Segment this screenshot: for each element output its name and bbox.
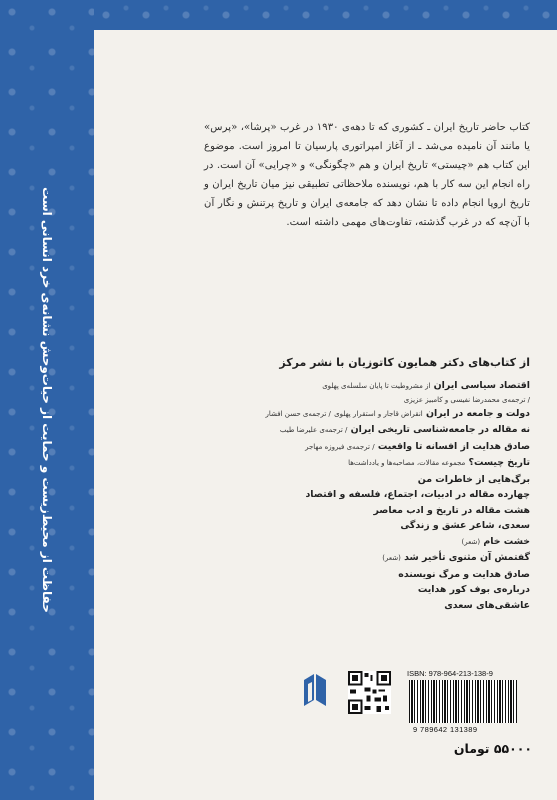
book-item bbox=[232, 455, 530, 472]
book-item bbox=[232, 518, 530, 534]
qr-code bbox=[348, 671, 391, 714]
book-note: (شعر) bbox=[461, 537, 481, 546]
book-item bbox=[232, 439, 530, 456]
book-note: / ترجمه‌ی فیروزه مهاجر bbox=[305, 442, 375, 451]
book-note: (شعر) bbox=[382, 554, 401, 562]
blue-spine-band bbox=[0, 0, 94, 800]
book-item bbox=[232, 567, 530, 583]
book-note: / ترجمه‌ی علیرضا طیب bbox=[279, 426, 348, 434]
book-title: خشت خام bbox=[483, 535, 530, 547]
book-translator: / ترجمه‌ی حسن افشار bbox=[265, 409, 331, 418]
barcode-number: 9 789642 131389 bbox=[413, 725, 478, 734]
book-item bbox=[232, 503, 530, 519]
book-note: انقراض قاجار و استقرار پهلوی bbox=[334, 409, 423, 418]
book-title: صادق هدایت و مرگ نویسنده bbox=[398, 568, 530, 580]
book-item bbox=[232, 487, 530, 503]
book-item bbox=[232, 422, 530, 439]
spine-slogan: حفاظت از محیط‌زیست و حمایت از حیات‌وحش نشانه‌ی خرد انسانی است bbox=[40, 187, 54, 613]
book-title: سعدی، شاعر عشق و زندگی bbox=[400, 520, 530, 531]
other-books-heading: از کتاب‌های دکتر همایون کاتوزیان با نشر مرکز bbox=[279, 356, 530, 369]
book-item bbox=[232, 534, 530, 551]
book-item bbox=[232, 472, 530, 488]
book-item bbox=[232, 582, 530, 598]
book-title: گفتمش آن مثنوی تأخیر شد bbox=[404, 552, 530, 563]
book-item bbox=[232, 598, 530, 614]
publisher-logo bbox=[300, 672, 330, 710]
description-paragraph: کتاب حاضر تاریخ ایران ـ کشوری که تا دهه‌ی ۱۹۳۰ در غرب «پرشا»، «پرس» یا مانند آن نامیده می‌شد ـ از آغاز امپراتوری پارسیان تا امروز است. موضوع این کتاب هم «چیستی» تاریخ ایران و هم «چگونگی» و «چرایی» آن است. در راه انجام این سه کار با هم، نویسنده ملاحظاتی تطبیقی نیز میان تاریخ ایران و تاریخ اروپا انجام داده تا نشان دهد که جامعه‌ی ایران و تاریخ پرتنش و نگار آن با آن‌چه که در غرب گذشته، تفاوت‌های مهمی داشته است. bbox=[204, 122, 530, 228]
other-books-section bbox=[232, 356, 530, 613]
book-title: عاشقی‌های سعدی bbox=[444, 599, 530, 611]
book-translator: / ترجمه‌ی محمدرضا نفیسی و کامبیز عزیزی bbox=[403, 395, 530, 404]
book-title: تاریخ چیست؟ bbox=[468, 457, 530, 468]
book-title: برگ‌هایی از خاطرات من bbox=[417, 473, 530, 485]
isbn-text: ISBN: 978-964-213-138-9 bbox=[407, 669, 493, 678]
book-title: چهارده مقاله در ادبیات، اجتماع، فلسفه و اقتصاد bbox=[305, 489, 530, 500]
book-title: نه مقاله در جامعه‌شناسی تاریخی ایران bbox=[350, 424, 530, 435]
book-title: صادق هدایت از افسانه تا واقعیت bbox=[377, 440, 530, 452]
book-title: دولت و جامعه در ایران bbox=[425, 407, 530, 419]
book-item bbox=[232, 550, 530, 567]
other-books-list bbox=[232, 378, 530, 613]
book-title: هشت مقاله در تاریخ و ادب معاصر bbox=[373, 504, 530, 516]
isbn-barcode bbox=[407, 669, 517, 737]
book-description bbox=[204, 118, 530, 232]
book-title: درباره‌ی بوف کور هدایت bbox=[417, 584, 530, 595]
top-pattern-band bbox=[94, 0, 557, 30]
book-note: از مشروطیت تا پایان سلسله‌ی پهلوی bbox=[322, 382, 431, 390]
price-label: ۵۵۰۰۰ تومان bbox=[453, 741, 532, 756]
book-item bbox=[232, 378, 530, 395]
barcode-bars bbox=[409, 680, 517, 723]
book-item bbox=[232, 406, 530, 423]
book-title: اقتصاد سیاسی ایران bbox=[433, 380, 530, 391]
book-note: مجموعه مقالات، مصاحبه‌ها و یادداشت‌ها bbox=[348, 459, 466, 467]
